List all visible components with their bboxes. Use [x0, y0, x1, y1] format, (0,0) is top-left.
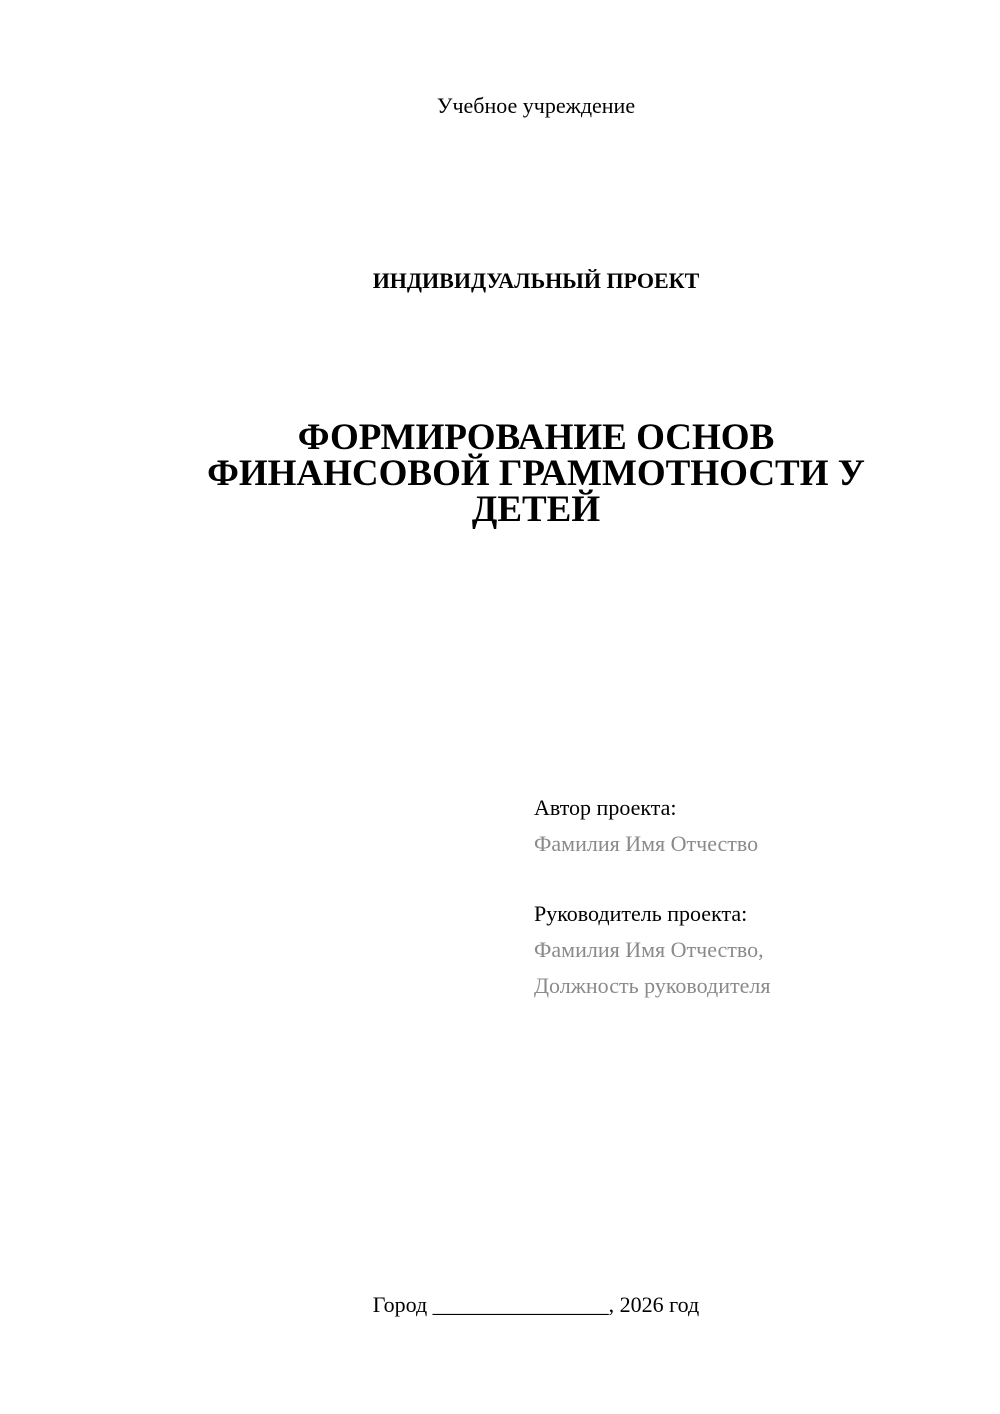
city-year-footer: Город ________________, 2026 год — [372, 1292, 700, 1317]
author-name: Фамилия Имя Отчество — [534, 831, 759, 856]
supervisor-name: Фамилия Имя Отчество, — [534, 937, 764, 962]
title-line: ФИНАНСОВОЙ ГРАММОТНОСТИ У — [207, 453, 865, 494]
title-line: ФОРМИРОВАНИЕ ОСНОВ — [297, 417, 775, 458]
author-label: Автор проекта: — [534, 795, 677, 820]
institution-name: Учебное учреждение — [436, 93, 636, 118]
supervisor-label: Руководитель проекта: — [534, 901, 748, 926]
project-info-block — [534, 790, 974, 1004]
project-title — [0, 417, 1000, 530]
title-line: ДЕТЕЙ — [471, 489, 601, 530]
document-type: ИНДИВИДУАЛЬНЫЙ ПРОЕКТ — [372, 268, 700, 293]
supervisor-position: Должность руководителя — [534, 973, 771, 998]
